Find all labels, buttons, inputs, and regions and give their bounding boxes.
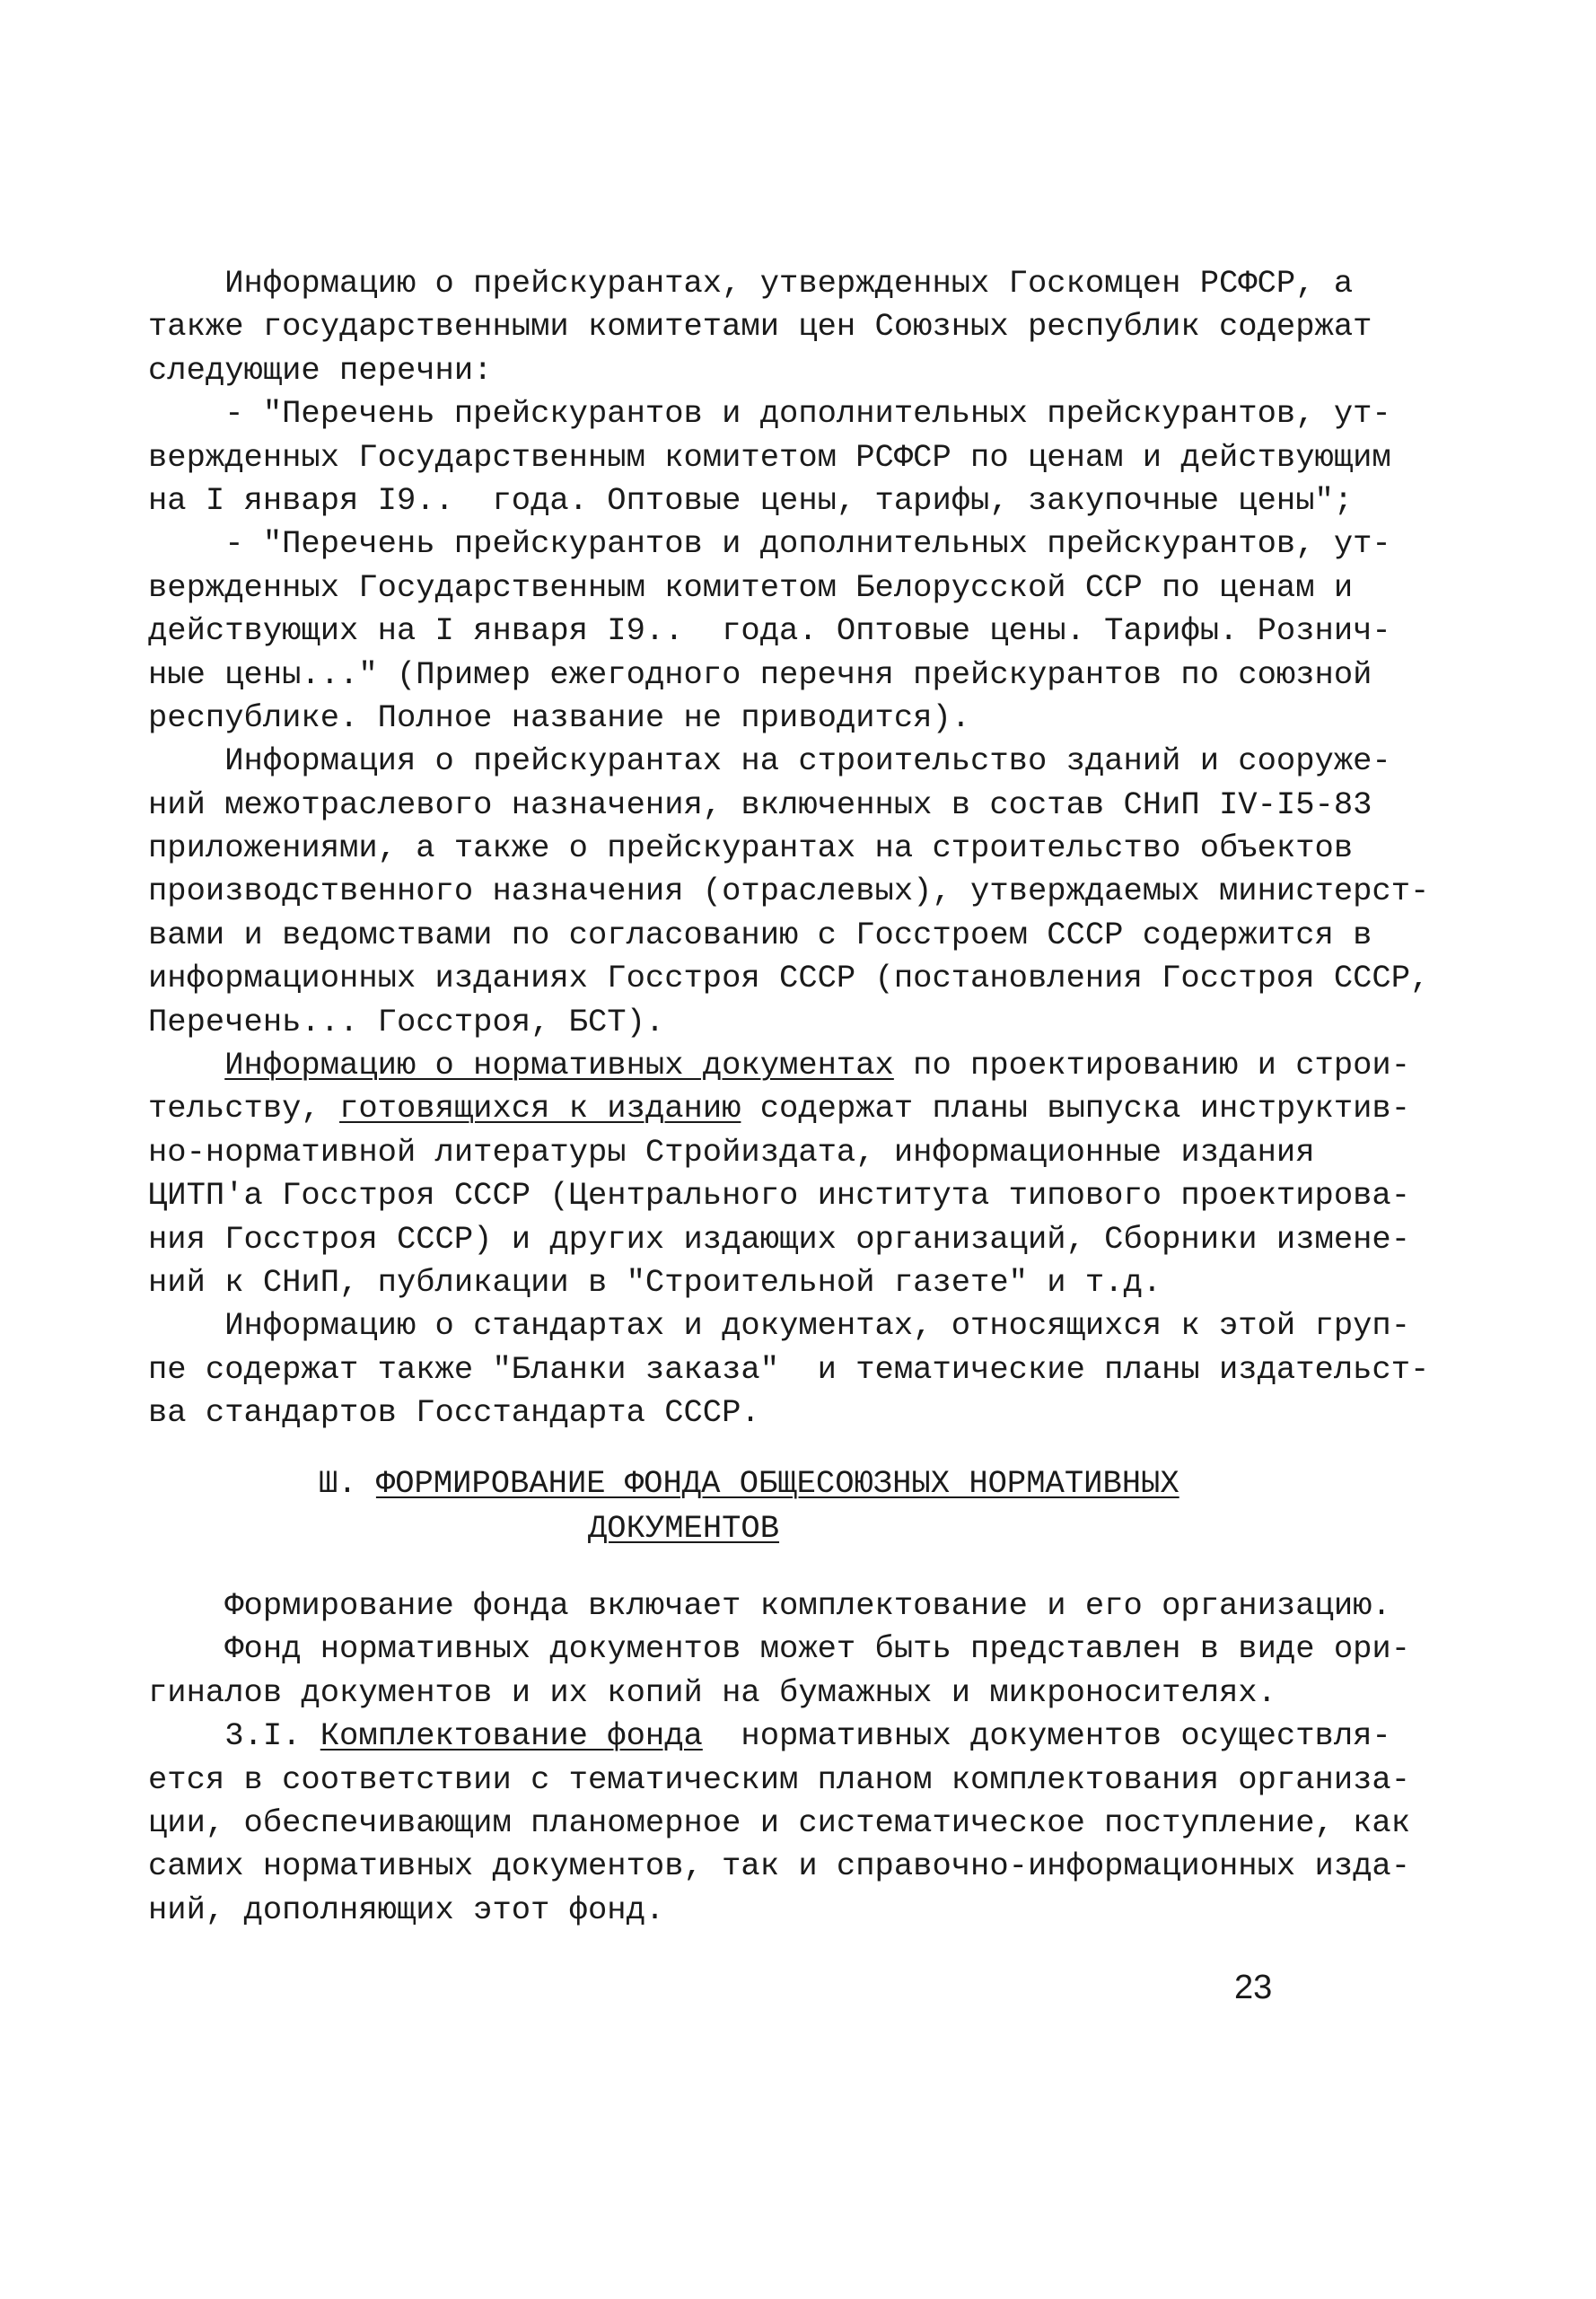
section-heading-line-1: [319, 1461, 1179, 1506]
text-line: Информацию о стандартах и документах, относящихся к этой груп-: [148, 1307, 1411, 1345]
underlined-phrase: Информацию о нормативных документах: [224, 1047, 894, 1084]
text-line-underlined-2: [148, 1087, 1411, 1130]
section-number: Ш.: [319, 1465, 376, 1502]
text-fragment: тельству,: [148, 1090, 340, 1128]
section-heading-line-2: [588, 1506, 779, 1551]
text-line: ется в соответствии с тематическим планом комплектования организа-: [148, 1760, 1411, 1798]
text-line: информационных изданиях Госстроя СССР (постановления Госстроя СССР,: [148, 960, 1430, 997]
text-line: - "Перечень прейскурантов и дополнительных прейскурантов, ут-: [148, 395, 1391, 433]
text-line: приложениями, а также о прейскурантах на строительство объектов: [148, 829, 1354, 867]
text-line: республике. Полное название не приводится).: [148, 698, 971, 736]
subsection-number: 3.I.: [148, 1717, 320, 1755]
text-line: на I января I9.. года. Оптовые цены, тарифы, закупочные цены";: [148, 481, 1354, 519]
text-line-section-3-1: [148, 1715, 1391, 1758]
text-line: ния Госстроя СССР) и других издающих организаций, Сборники измене-: [148, 1220, 1411, 1258]
page-number: 23: [1234, 1969, 1273, 2006]
text-line: производственного назначения (отраслевых), утверждаемых министерст-: [148, 873, 1430, 910]
text-line: ний, дополняющих этот фонд.: [148, 1891, 665, 1928]
text-fragment: содержат планы выпуска инструктив-: [741, 1090, 1411, 1128]
section-title: ФОРМИРОВАНИЕ ФОНДА ОБЩЕСОЮЗНЫХ НОРМАТИВНЫХ: [375, 1465, 1179, 1502]
text-line: ва стандартов Госстандарта СССР.: [148, 1394, 760, 1432]
text-line: Фонд нормативных документов может быть представлен в виде ори-: [148, 1630, 1411, 1668]
underlined-phrase: Комплектование фонда: [320, 1717, 703, 1755]
text-line: ЦИТП'а Госстроя СССР (Центрального института типового проектирова-: [148, 1177, 1411, 1215]
body-text-lower: [148, 1584, 1411, 1932]
text-line: Перечень... Госстроя, БСТ).: [148, 1003, 665, 1040]
text-line: самих нормативных документов, так и справочно-информационных изда-: [148, 1847, 1411, 1885]
text-line: ний к СНиП, публикации в "Строительной газете" и т.д.: [148, 1263, 1162, 1301]
text-line: ний межотраслевого назначения, включенных в состав СНиП IV-I5-83: [148, 785, 1372, 823]
underlined-phrase: готовящихся к изданию: [339, 1090, 741, 1128]
text-line: ции, обеспечивающим планомерное и систематическое поступление, как: [148, 1803, 1411, 1841]
text-line: вами и ведомствами по согласованию с Госстроем СССР содержится в: [148, 916, 1372, 953]
text-line: Информация о прейскурантах на строительство зданий и сооруже-: [148, 742, 1391, 780]
text-line: действующих на I января I9.. года. Оптовые цены. Тарифы. Рознич-: [148, 612, 1391, 650]
body-text-upper: [148, 262, 1430, 1435]
text-line: но-нормативной литературы Стройиздата, информационные издания: [148, 1133, 1315, 1171]
text-line: ные цены..." (Пример ежегодного перечня прейскурантов по союзной: [148, 655, 1372, 693]
text-line: Формирование фонда включает комплектование и его организацию.: [148, 1587, 1391, 1624]
text-line: гиналов документов и их копий на бумажных и микроносителях.: [148, 1673, 1276, 1711]
text-line: следующие перечни:: [148, 351, 493, 389]
text-fragment: по проектированию и строи-: [893, 1047, 1411, 1084]
text-line: Информацию о прейскурантах, утвержденных Госкомцен РСФСР, а: [148, 265, 1354, 302]
text-line: вержденных Государственным комитетом Белорусской ССР по ценам и: [148, 568, 1354, 606]
section-title-continued: ДОКУМЕНТОВ: [588, 1510, 780, 1547]
text-line: - "Перечень прейскурантов и дополнительных прейскурантов, ут-: [148, 525, 1391, 563]
text-line-underlined-1: [148, 1044, 1411, 1087]
text-line: также государственными комитетами цен Союзных республик содержат: [148, 308, 1372, 346]
text-line: вержденных Государственным комитетом РСФСР по ценам и действующим: [148, 438, 1391, 476]
text-line: пе содержат также "Бланки заказа" и тематические планы издательст-: [148, 1350, 1430, 1388]
text-fragment: нормативных документов осуществля-: [702, 1717, 1391, 1755]
